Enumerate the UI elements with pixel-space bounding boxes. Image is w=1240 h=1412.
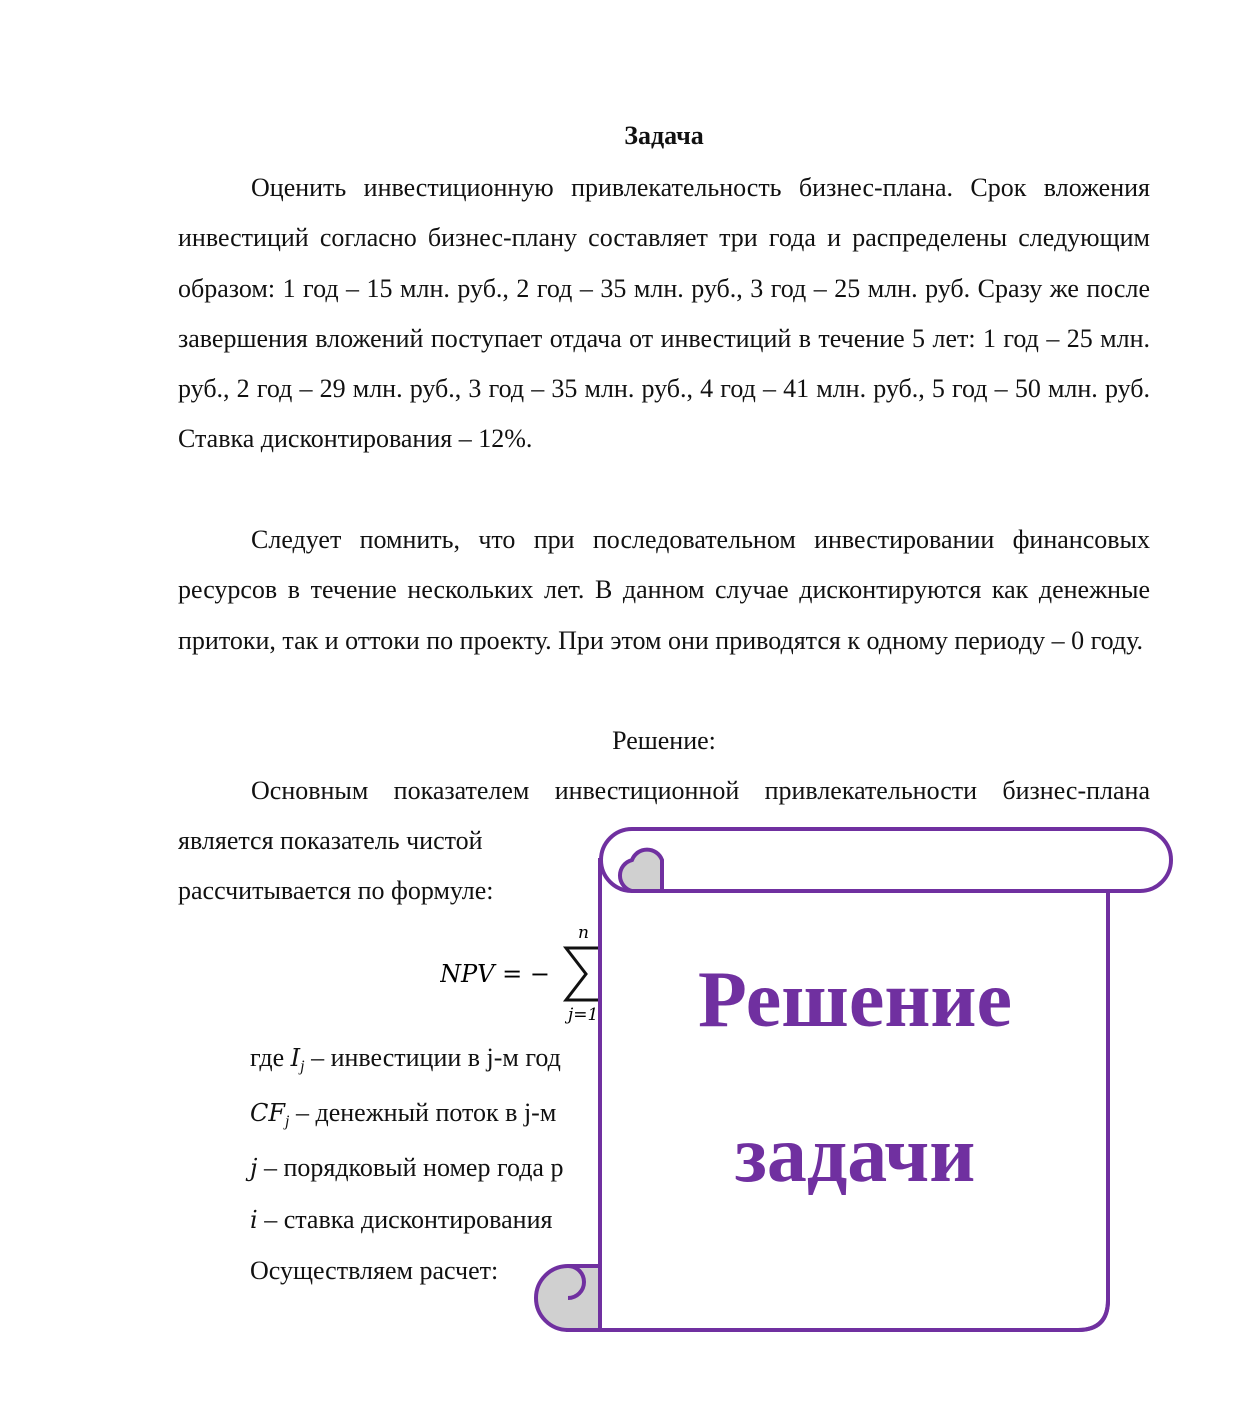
- sum-lower-limit: j=1: [568, 1005, 599, 1025]
- symbol-j: j: [250, 1154, 258, 1182]
- sum-upper-limit: n: [578, 923, 589, 943]
- task-paragraph-1: Оценить инвестиционную привлекательность бизнес-плана. Срок вложения инвестиций согласно бизнес-плану составляет три года и распределены следующим образом: 1 год – 15 млн. руб., 2 год – 35 млн. руб., 3 год – 25 млн. руб. Сразу же после завершения вложений поступает отдача от инвестиций в течение 5 лет: 1 год – 25 млн. руб., 2 год – 29 млн. руб., 3 год – 35 млн. руб., 4 год – 41 млн. руб., 5 год – 50 млн. руб. Ставка дисконтирования – 12%.: [178, 173, 1150, 454]
- banner-line-1: Решение: [697, 956, 1013, 1044]
- scroll-body-fill: [600, 860, 1108, 1300]
- symbol-i: i: [250, 1206, 258, 1234]
- definition-text: – инвестиции в j-м год: [311, 1043, 561, 1072]
- scroll-top-roll: [601, 829, 1171, 891]
- definition-text: – ставка дисконтирования: [264, 1205, 553, 1234]
- solution-heading: Решение:: [612, 726, 716, 755]
- symbol-cf-j: CF: [250, 1099, 286, 1127]
- symbol-i-j-sub: j: [300, 1058, 305, 1075]
- banner-line-2: задачи: [734, 1111, 976, 1199]
- symbol-i-j: I: [290, 1044, 301, 1072]
- page-title: Задача: [624, 121, 704, 150]
- task-paragraph-2: Следует помнить, что при последовательном инвестировании финансовых ресурсов в течение нескольких лет. В данном случае дисконтируются как денежные притоки, так и оттоки по проекту. При этом они приводятся к одному периоду – 0 году.: [178, 525, 1150, 655]
- definition-prefix: где: [250, 1043, 285, 1072]
- formula-intro: рассчитывается по формуле:: [178, 876, 494, 905]
- definition-text: – порядковый номер года р: [263, 1153, 564, 1182]
- calculation-line: Осуществляем расчет:: [250, 1256, 499, 1285]
- definition-text: – денежный поток в j-м: [295, 1098, 557, 1127]
- symbol-cf-j-sub: j: [285, 1113, 290, 1130]
- solution-paragraph: Основным показателем инвестиционной привлекательности бизнес-плана является показатель чистой: [178, 776, 1150, 856]
- formula-lhs: NPV = −: [440, 960, 550, 988]
